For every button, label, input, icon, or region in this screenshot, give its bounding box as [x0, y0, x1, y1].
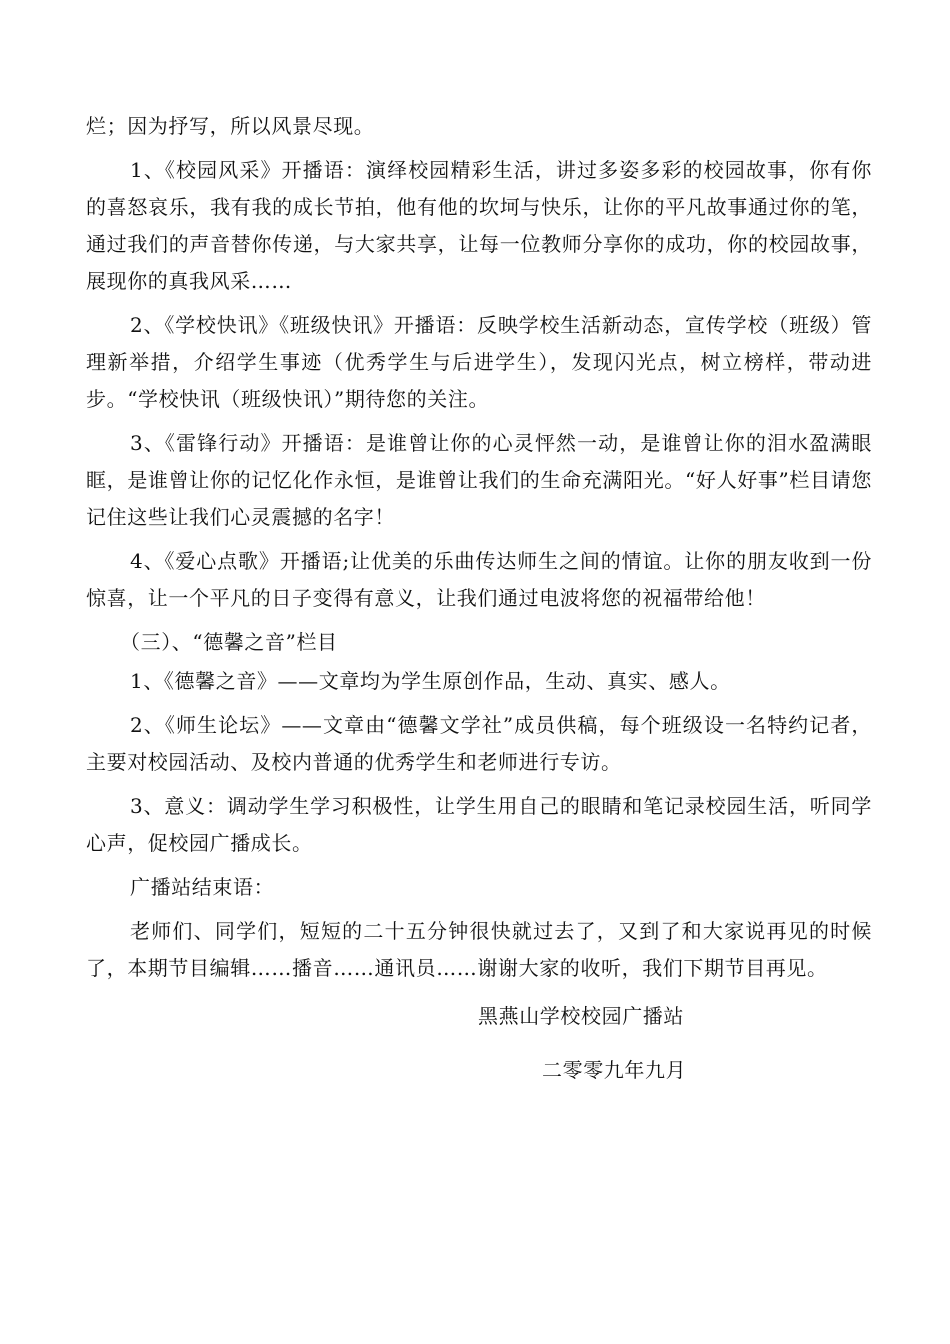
paragraph-leifeng-action: 3、《雷锋行动》开播语：是谁曾让你的心灵怦然一动，是谁曾让你的泪水盈满眼眶，是谁曾让你的记忆化作永恒，是谁曾让我们的生命充满阳光。“好人好事”栏目请您记住这些让我们心灵震撼的名字！: [86, 431, 872, 529]
paragraph-dexin-voice: 1、《德馨之音》——文章均为学生原创作品，生动、真实、感人。: [130, 669, 731, 693]
paragraph-closing-remarks: 老师们、同学们，短短的二十五分钟很快就过去了，又到了和大家说再见的时候了，本期节目编辑……播音……通讯员……谢谢大家的收听，我们下期节目再见。: [86, 919, 872, 980]
signature-organization: 黑燕山学校校园广播站: [478, 1004, 684, 1028]
paragraph-school-news: 2、《学校快讯》《班级快讯》开播语：反映学校生活新动态，宣传学校（班级）管理新举措，介绍学生事迹（优秀学生与后进学生），发现闪光点，树立榜样，带动进步。“学校快讯（班级快讯）”期待您的关注。: [86, 313, 872, 411]
paragraph-song-request: 4、《爱心点歌》开播语;让优美的乐曲传达师生之间的情谊。让你的朋友收到一份惊喜，让一个平凡的日子变得有意义，让我们通过电波将您的祝福带给他！: [86, 549, 872, 610]
paragraph-continuation: 烂；因为抒写，所以风景尽现。: [86, 114, 375, 138]
closing-heading: 广播站结束语：: [130, 875, 275, 899]
paragraph-significance: 3、意义：调动学生学习积极性，让学生用自己的眼睛和笔记录校园生活，听同学心声，促校园广播成长。: [86, 794, 872, 855]
section-heading-dexin: （三）、“德馨之音”栏目: [120, 630, 338, 654]
signature-date: 二零零九年九月: [542, 1058, 687, 1082]
document-body: [86, 108, 872, 994]
paragraph-campus-style: 1、《校园风采》开播语：演绎校园精彩生活，讲过多姿多彩的校园故事，你有你的喜怒哀乐，我有我的成长节拍，他有他的坎坷与快乐，让你的平凡故事通过你的笔，通过我们的声音替你传递，与大家共享，让每一位教师分享你的成功，你的校园故事，展现你的真我风采……: [86, 158, 872, 293]
paragraph-teacher-forum: 2、《师生论坛》——文章由“德馨文学社”成员供稿，每个班级设一名特约记者，主要对校园活动、及校内普通的优秀学生和老师进行专访。: [86, 713, 872, 774]
